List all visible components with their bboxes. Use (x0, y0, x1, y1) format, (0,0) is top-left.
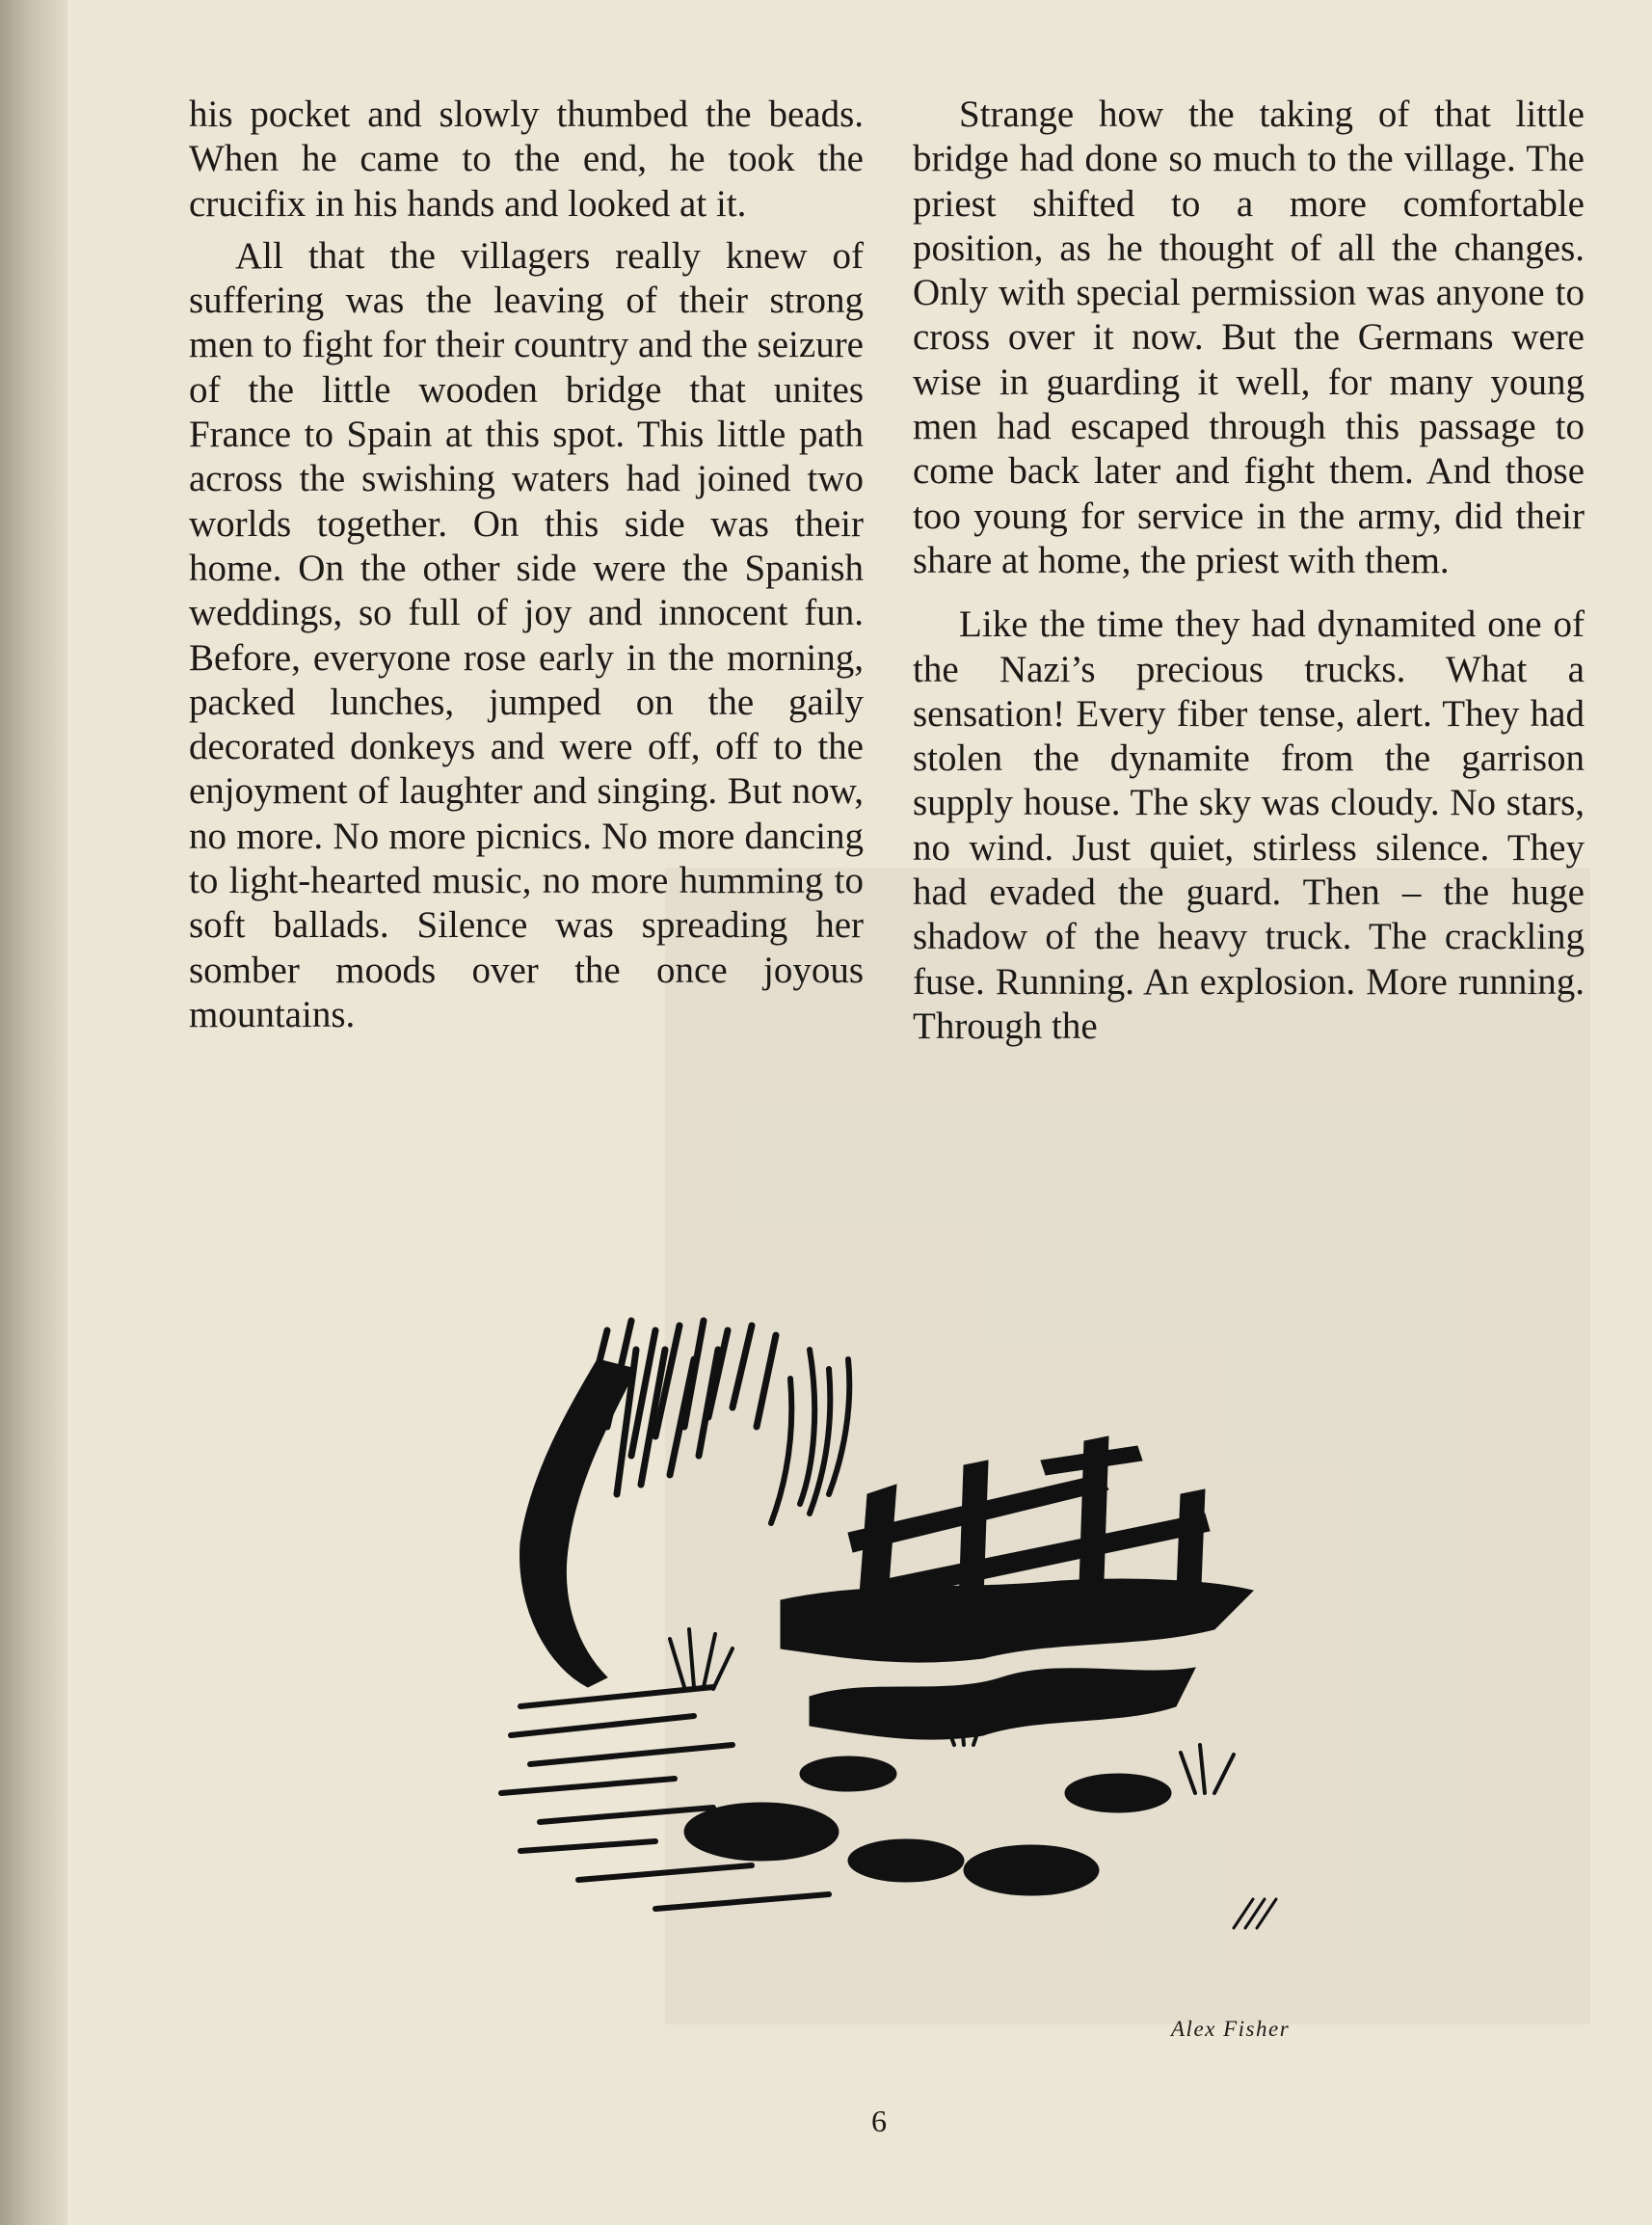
page-gutter-shadow (0, 0, 67, 2225)
ink-sketch-bridge-illustration (463, 1292, 1340, 1947)
right-paragraph-2: Like the time they had dynamited one of the Nazi’s precious trucks. What a sensation! Every fiber tense, alert. They had stolen the dynamite from the garrison supply house. The sky was cloudy. No stars, no wind. Just quiet, stirless silence. They had evaded the guard. Then – the huge shadow of the heavy truck. The crackling fuse. Running. An explosion. More running. Through the (913, 603, 1585, 1047)
right-text-column (913, 93, 1585, 1049)
illustration-credit: Alex Fisher (1171, 2017, 1291, 2041)
page-number: 6 (871, 2104, 887, 2138)
left-paragraph-2: All that the villagers really knew of suffering was the leaving of their strong men to fight for their country and the seizure of the little wooden bridge that unites France to Spain at this spot. This little path across the swishing waters had joined two worlds together. On this side was their home. On the other side were the Spanish weddings, so full of joy and innocent fun. Before, everyone rose early in the morning, packed lunches, jumped on the gaily decorated donkeys and were off, off to the enjoyment of laughter and singing. But now, no more. No more picnics. No more dancing to light-hearted music, no more humming to soft ballads. Silence was spreading her somber moods over the once joyous mountains. (189, 234, 864, 1035)
left-paragraph-1: his pocket and slowly thumbed the beads. When he came to the end, he took the crucifix in his hands and looked at it. (189, 94, 864, 225)
right-paragraph-1: Strange how the taking of that little bridge had done so much to the village. The priest shifted to a more comfortable position, as he thought of all the changes. Only with special permission was anyone to cross over it now. But the Germans were wise in guarding it well, for many young men had escaped through this passage to come back later and fight them. And those too young for service in the army, did their share at home, the priest with them. (913, 94, 1585, 581)
left-text-column (189, 93, 864, 1037)
